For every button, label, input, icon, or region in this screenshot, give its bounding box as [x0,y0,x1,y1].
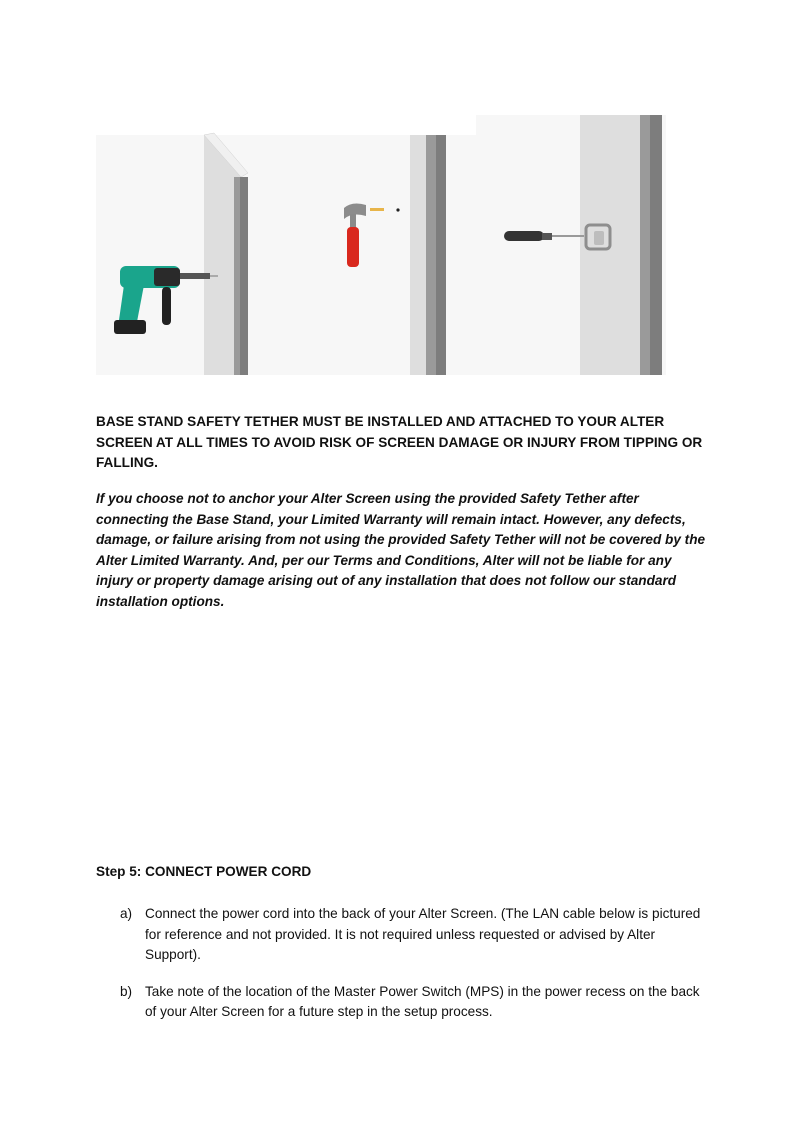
drill-panel [96,115,286,375]
instruction-text: Take note of the location of the Master Power Switch (MPS) in the power recess on the back of your Alter Screen for a future step in the setup process. [145,983,700,1019]
instruction-text: Connect the power cord into the back of your Alter Screen. (The LAN cable below is pictured for reference and not provided. It is not required unless requested or advised by Alter Support). [145,906,701,962]
hammer-panel [286,115,476,375]
step-5-instructions [120,904,710,1039]
warranty-note: If you choose not to anchor your Alter Screen using the provided Safety Tether after connecting the Base Stand, your Limited Warranty will remain intact. However, any defects, damage, or failure arising from not using the provided Safety Tether will not be covered by the Alter Limited Warranty. And, per our Terms and Conditions, Alter will not be liable for any injury or property damage arising out of any installation that does not follow our standard installation options. [96,491,706,609]
safety-warning: BASE STAND SAFETY TETHER MUST BE INSTALLED AND ATTACHED TO YOUR ALTER SCREEN AT ALL TIMES TO AVOID RISK OF SCREEN DAMAGE OR INJURY FROM TIPPING OR FALLING. [96,414,703,470]
step-5-title: Step 5: CONNECT POWER CORD [96,864,312,879]
list-marker: b) [120,983,133,999]
screwdriver-panel [476,115,666,375]
instruction-b [120,982,710,1023]
list-marker: a) [120,906,133,921]
installation-figure [96,115,666,375]
instruction-a [120,904,710,966]
